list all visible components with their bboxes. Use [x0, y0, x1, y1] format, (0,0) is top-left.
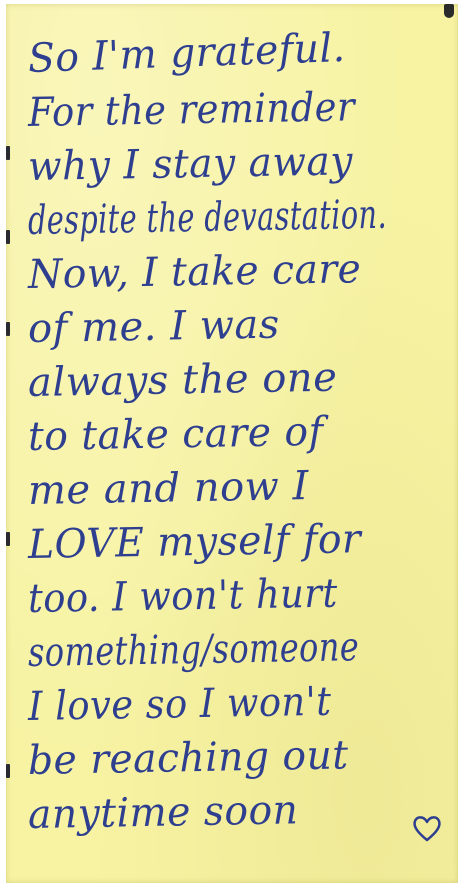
- note-line: So I'm grateful.: [27, 24, 347, 82]
- heart-icon: [411, 812, 443, 844]
- note-line: to take care of: [27, 408, 324, 460]
- edge-mark: [6, 322, 10, 336]
- handwritten-text: [27, 24, 453, 842]
- edge-mark: [6, 532, 10, 546]
- edge-mark: [6, 764, 10, 778]
- edge-mark: [6, 146, 10, 160]
- note-line: I love so I won't: [27, 678, 332, 730]
- note-line: me and now I: [27, 463, 310, 514]
- edge-mark: [6, 230, 10, 244]
- note-line: something/someone: [27, 624, 360, 676]
- note-line: of me. I was: [27, 301, 281, 352]
- note-line: always the one: [27, 354, 338, 406]
- note-line: For the reminder: [27, 84, 356, 136]
- note-line: Now, I take care: [27, 246, 362, 298]
- tape-mark: [444, 4, 454, 18]
- note-line: too. I won't hurt: [27, 570, 339, 622]
- note-line: LOVE myself for: [27, 516, 362, 568]
- note-line: despite the devastation.: [27, 191, 388, 244]
- note-line: anytime soon: [27, 787, 299, 838]
- note-line: why I stay away: [27, 138, 354, 190]
- sticky-note: [6, 4, 458, 883]
- note-line: be reaching out: [27, 732, 349, 784]
